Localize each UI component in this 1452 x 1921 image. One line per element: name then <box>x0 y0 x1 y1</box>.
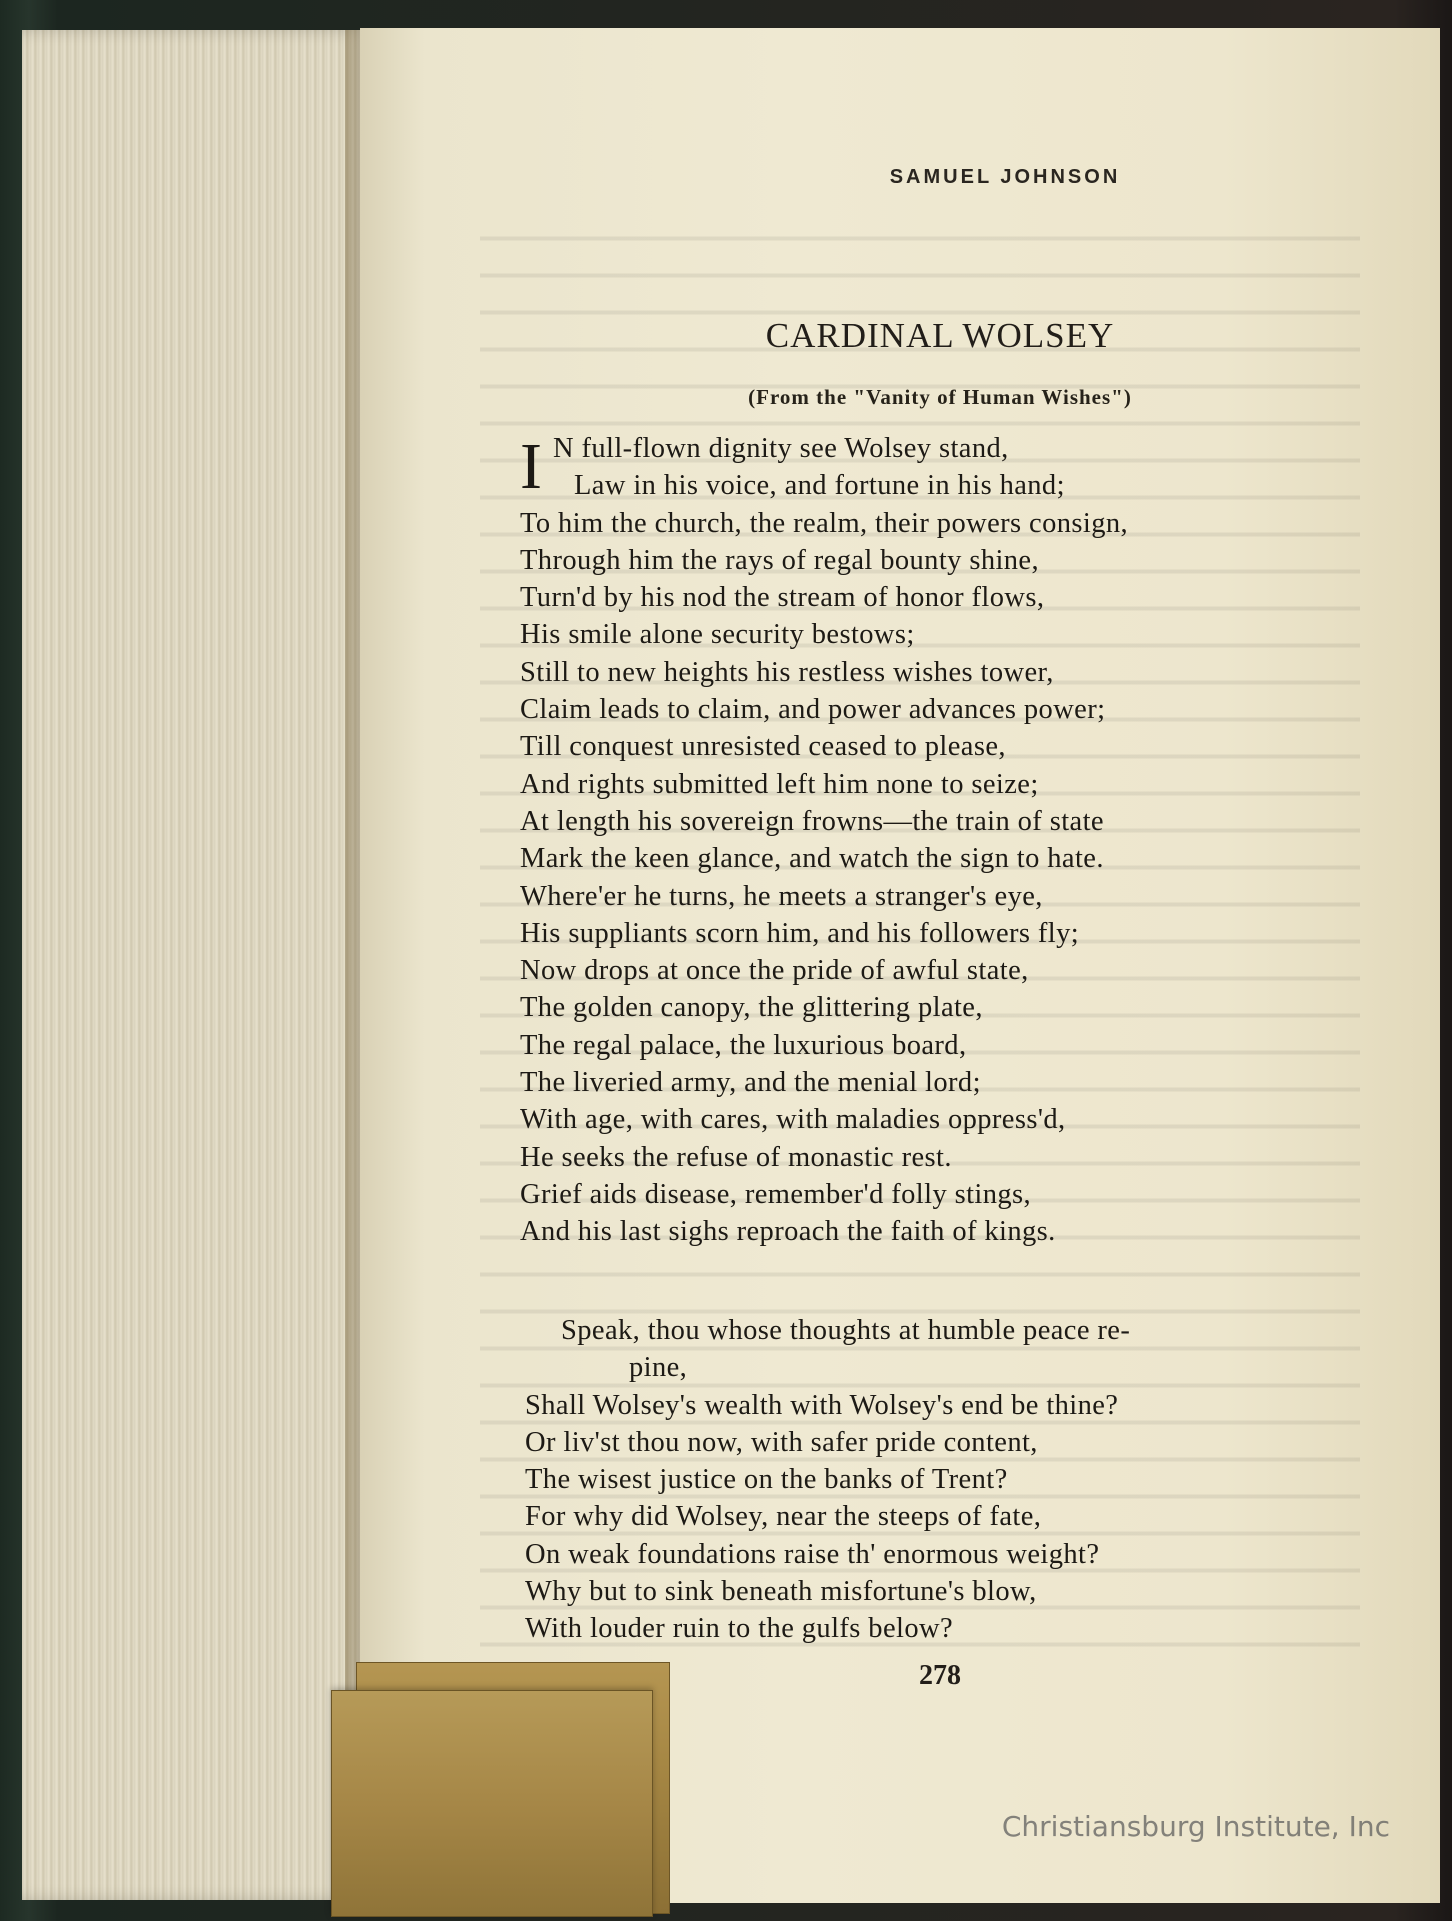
poem-line: Claim leads to claim, and power advances power; <box>520 694 1106 726</box>
page-stack-edges <box>22 30 367 1900</box>
stanza-1 <box>520 430 1400 1251</box>
poem-line: The liveried army, and the menial lord; <box>520 1067 981 1099</box>
poem-line: And rights submitted left him none to seize; <box>520 768 1039 800</box>
poem-line: The regal palace, the luxurious board, <box>520 1029 967 1061</box>
poem-line: With louder ruin to the gulfs below? <box>525 1613 953 1645</box>
poem-line: Why but to sink beneath misfortune's blow, <box>525 1576 1037 1608</box>
poem-line: For why did Wolsey, near the steeps of fate, <box>525 1501 1042 1533</box>
poem-line: The wisest justice on the banks of Trent? <box>525 1464 1008 1496</box>
poem-line: Law in his voice, and fortune in his hand; <box>574 470 1065 502</box>
watermark: Christiansburg Institute, Inc <box>1001 1810 1390 1843</box>
poem-line: Speak, thou whose thoughts at humble peace re- <box>561 1315 1131 1346</box>
poem-line-continuation: pine, <box>629 1352 688 1384</box>
poem-line: He seeks the refuse of monastic rest. <box>520 1141 952 1173</box>
poem-line: Grief aids disease, remember'd folly stings, <box>520 1178 1032 1210</box>
poem-line: Or liv'st thou now, with safer pride content, <box>525 1426 1038 1458</box>
poem-line: Still to new heights his restless wishes tower, <box>520 656 1054 688</box>
running-head: SAMUEL JOHNSON <box>889 166 1121 188</box>
poem-line: Turn'd by his nod the stream of honor flows, <box>520 582 1045 614</box>
poem-line: Shall Wolsey's wealth with Wolsey's end be thine? <box>525 1389 1119 1421</box>
drop-cap-lines <box>520 430 1400 505</box>
poem-line: His smile alone security bestows; <box>520 619 915 651</box>
poem-line: Mark the keen glance, and watch the sign to hate. <box>520 843 1104 875</box>
poem-line: Now drops at once the pride of awful state, <box>520 955 1029 987</box>
poem-line: Through him the rays of regal bounty shine, <box>520 544 1040 576</box>
poem-line: With age, with cares, with maladies oppress'd, <box>520 1104 1066 1136</box>
poem-line: N full-flown dignity see Wolsey stand, <box>553 433 1009 464</box>
poem-line: Where'er he turns, he meets a stranger's eye, <box>520 880 1043 912</box>
drop-cap: I <box>520 430 543 503</box>
poem-line: His suppliants scorn him, and his followers fly; <box>520 917 1080 949</box>
poem-line: At length his sovereign frowns—the train of state <box>520 805 1104 837</box>
poem-line: The golden canopy, the glittering plate, <box>520 992 983 1024</box>
brass-page-holder-front <box>331 1690 653 1917</box>
poem-line: To him the church, the realm, their powers consign, <box>520 507 1129 539</box>
poem-title: CARDINAL WOLSEY <box>765 316 1115 355</box>
poem-line: On weak foundations raise th' enormous weight? <box>525 1538 1100 1570</box>
page-number: 278 <box>919 1660 961 1691</box>
poem-subtitle: (From the "Vanity of Human Wishes") <box>748 385 1132 409</box>
stanza-2 <box>525 1312 1405 1648</box>
poem-line: And his last sighs reproach the faith of kings. <box>520 1216 1056 1248</box>
poem-line: Till conquest unresisted ceased to please, <box>520 731 1006 763</box>
